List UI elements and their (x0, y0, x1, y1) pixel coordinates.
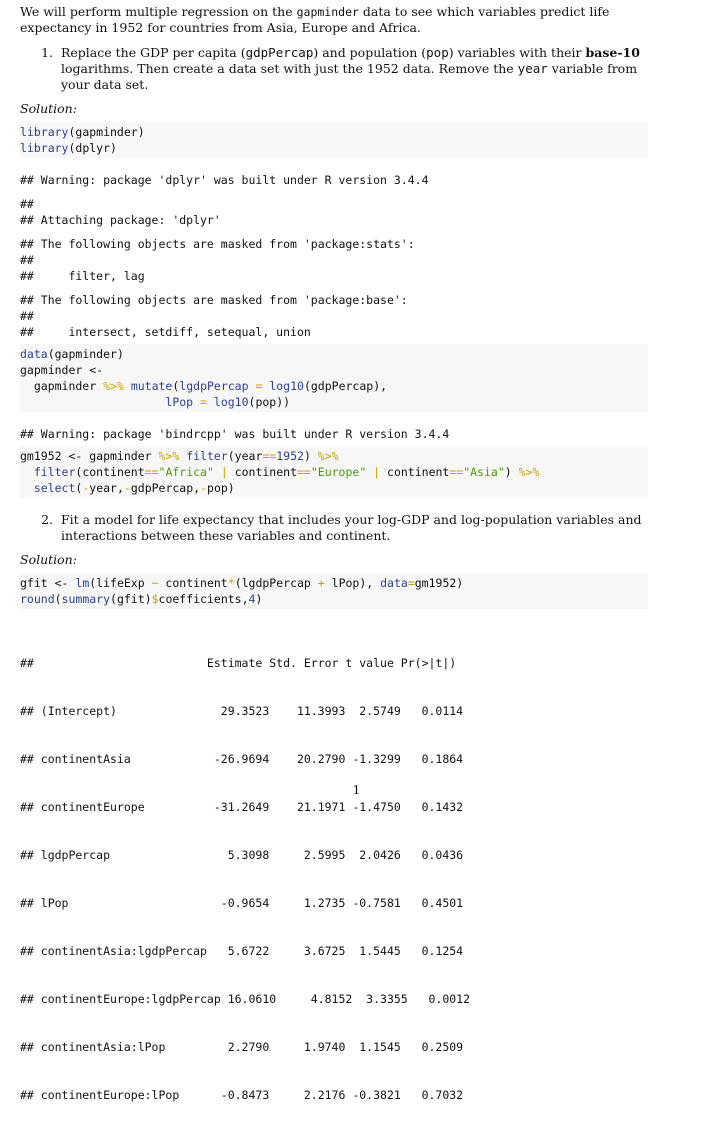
code-token: - (200, 481, 208, 495)
code-token: == (144, 465, 159, 479)
text: Replace the GDP per capita ( (61, 45, 246, 60)
code-token: log10 (269, 379, 304, 393)
table-row: ## (Intercept) 29.3523 11.3993 2.5749 0.0114 (20, 704, 464, 718)
output-masked-stats: ## The following objects are masked from 'package:stats': ## ## filter, lag (20, 237, 415, 283)
code-token: filter (33, 465, 76, 479)
code-token: = (407, 576, 415, 590)
code-token: log10 (213, 395, 249, 409)
code-token: (lgdpPercap (234, 576, 318, 590)
code-token: summary (61, 592, 111, 606)
table-row: ## lgdpPercap 5.3098 2.5995 2.0426 0.0436 (20, 848, 464, 862)
code-token: lgdpPercap (179, 379, 249, 393)
code-token: 4 (248, 592, 256, 606)
output-masked-base: ## The following objects are masked from 'package:base': ## ## intersect, setdiff, setequal, union (20, 293, 408, 339)
code-token: "Asia" (463, 465, 505, 479)
code-token: (year (227, 449, 263, 463)
code-token: filter (186, 449, 228, 463)
code-token: library (20, 141, 69, 155)
list-item-1 (20, 45, 648, 93)
table-row: ## continentEurope:lPop -0.8473 2.2176 -0.3821 0.7032 (20, 1088, 464, 1102)
bold-text: base-10 (585, 45, 640, 60)
code-token: gdpPercap, (130, 481, 201, 495)
output-warning-bindrcpp: ## Warning: package 'bindrcpp' was built under R version 3.4.4 (20, 427, 450, 441)
table-header: ## Estimate Std. Error t value Pr(>|t|) (20, 656, 457, 670)
code-token: ) (504, 465, 519, 479)
table-row: ## continentAsia -26.9694 20.2790 -1.3299 0.1864 (20, 752, 464, 766)
code-token: = (193, 395, 214, 409)
code-token: "Europe" (310, 465, 367, 479)
page-number: 1 (352, 782, 361, 797)
code-block-3 (20, 446, 648, 498)
code-token: (gapminder) (68, 125, 145, 139)
text: logarithms. Then create a data set with just the 1952 data. Remove the (61, 61, 518, 76)
code-token: coefficients, (158, 592, 249, 606)
code-token: library (20, 125, 69, 139)
code-token: mutate (130, 379, 173, 393)
code-token: ( (75, 481, 83, 495)
inline-code: gdpPercap (245, 45, 314, 60)
code-token: (dplyr) (68, 141, 117, 155)
inline-code: year (517, 61, 548, 76)
code-block-1 (20, 122, 648, 158)
code-token: ( (172, 379, 180, 393)
table-row: ## continentEurope -31.2649 21.1971 -1.4750 0.1432 (20, 800, 464, 814)
output-warning-dplyr: ## Warning: package 'dplyr' was built under R version 3.4.4 (20, 173, 429, 187)
output-attaching: ## ## Attaching package: 'dplyr' (20, 197, 221, 227)
solution-label: Solution: (20, 101, 77, 116)
table-row: ## continentEurope:lgdpPercap 16.0610 4.8152 3.3355 0.0012 (20, 992, 471, 1006)
code-token: continent (387, 465, 450, 479)
list-number: 2. (41, 512, 53, 527)
text: ) variables with their (448, 45, 586, 60)
table-row: ## continentAsia:lgdpPercap 5.6722 3.6725 1.5445 0.1254 (20, 944, 464, 958)
code-token: | (213, 465, 235, 479)
code-token: (gfit) (110, 592, 152, 606)
code-token: year, (89, 481, 124, 495)
code-token: gm1952 <- gapminder (20, 449, 159, 463)
code-token: continent (234, 465, 297, 479)
code-token (20, 481, 34, 495)
code-token (20, 465, 34, 479)
code-token: %>% (158, 449, 180, 463)
code-token: $ (151, 592, 159, 606)
code-token: gapminder <- (20, 363, 104, 377)
code-token: (pop)) (248, 395, 291, 409)
code-token: == (297, 465, 311, 479)
code-token: lm (75, 576, 90, 590)
code-token: lPop), (324, 576, 381, 590)
code-token: ) (303, 449, 318, 463)
code-token: gapminder (20, 379, 104, 393)
text: variable from your data set. (61, 61, 638, 92)
intro-paragraph (20, 4, 648, 36)
intro-text: We will perform multiple regression on the (20, 4, 297, 19)
code-token: gm1952) (414, 576, 464, 590)
coefficient-table (20, 623, 648, 1135)
table-row: ## lPop -0.9654 1.2735 -0.7581 0.4501 (20, 896, 464, 910)
list-text (61, 45, 648, 93)
solution-label: Solution: (20, 552, 77, 567)
code-token: - (123, 481, 131, 495)
code-token: gfit <- (20, 576, 76, 590)
code-token: = (248, 379, 270, 393)
code-token: lPop (165, 395, 194, 409)
code-token: %>% (317, 449, 339, 463)
code-token: continent (158, 576, 228, 590)
code-token: "Africa" (158, 465, 214, 479)
code-block-2 (20, 344, 648, 412)
code-token: * (227, 576, 235, 590)
code-token: ) (255, 592, 263, 606)
code-token: data (380, 576, 408, 590)
code-token: (gapminder) (47, 347, 124, 361)
inline-code: pop (426, 45, 449, 60)
code-token: + (317, 576, 325, 590)
code-token: - (82, 481, 90, 495)
list-number: 1. (41, 45, 53, 60)
list-item-2 (20, 512, 648, 544)
code-block-4 (20, 573, 648, 609)
code-token: (continent (75, 465, 145, 479)
code-token: round (20, 592, 55, 606)
code-token: data (20, 347, 48, 361)
inline-code: gapminder (296, 5, 359, 19)
code-token: == (262, 449, 277, 463)
table-row: ## continentAsia:lPop 2.2790 1.9740 1.1545 0.2509 (20, 1040, 464, 1054)
code-token: %>% (103, 379, 124, 393)
code-token: | (366, 465, 388, 479)
code-token: (lifeExp (89, 576, 152, 590)
document-page (20, 4, 648, 1135)
code-token: 1952 (276, 449, 304, 463)
text: ) and population ( (313, 45, 427, 60)
code-token: == (449, 465, 464, 479)
code-token: %>% (518, 465, 540, 479)
list-text: Fit a model for life expectancy that includes your log-GDP and log-population variables and interactions between these variables and continent. (61, 512, 642, 543)
code-token: pop) (207, 481, 235, 495)
code-token: select (33, 481, 76, 495)
code-token: ( (54, 592, 62, 606)
intro-text: data to see which variables predict life expectancy in 1952 for countries from Asia, Europe and Africa. (20, 4, 610, 35)
code-token (20, 395, 165, 409)
code-token: ~ (151, 576, 159, 590)
code-token: (gdpPercap), (303, 379, 388, 393)
